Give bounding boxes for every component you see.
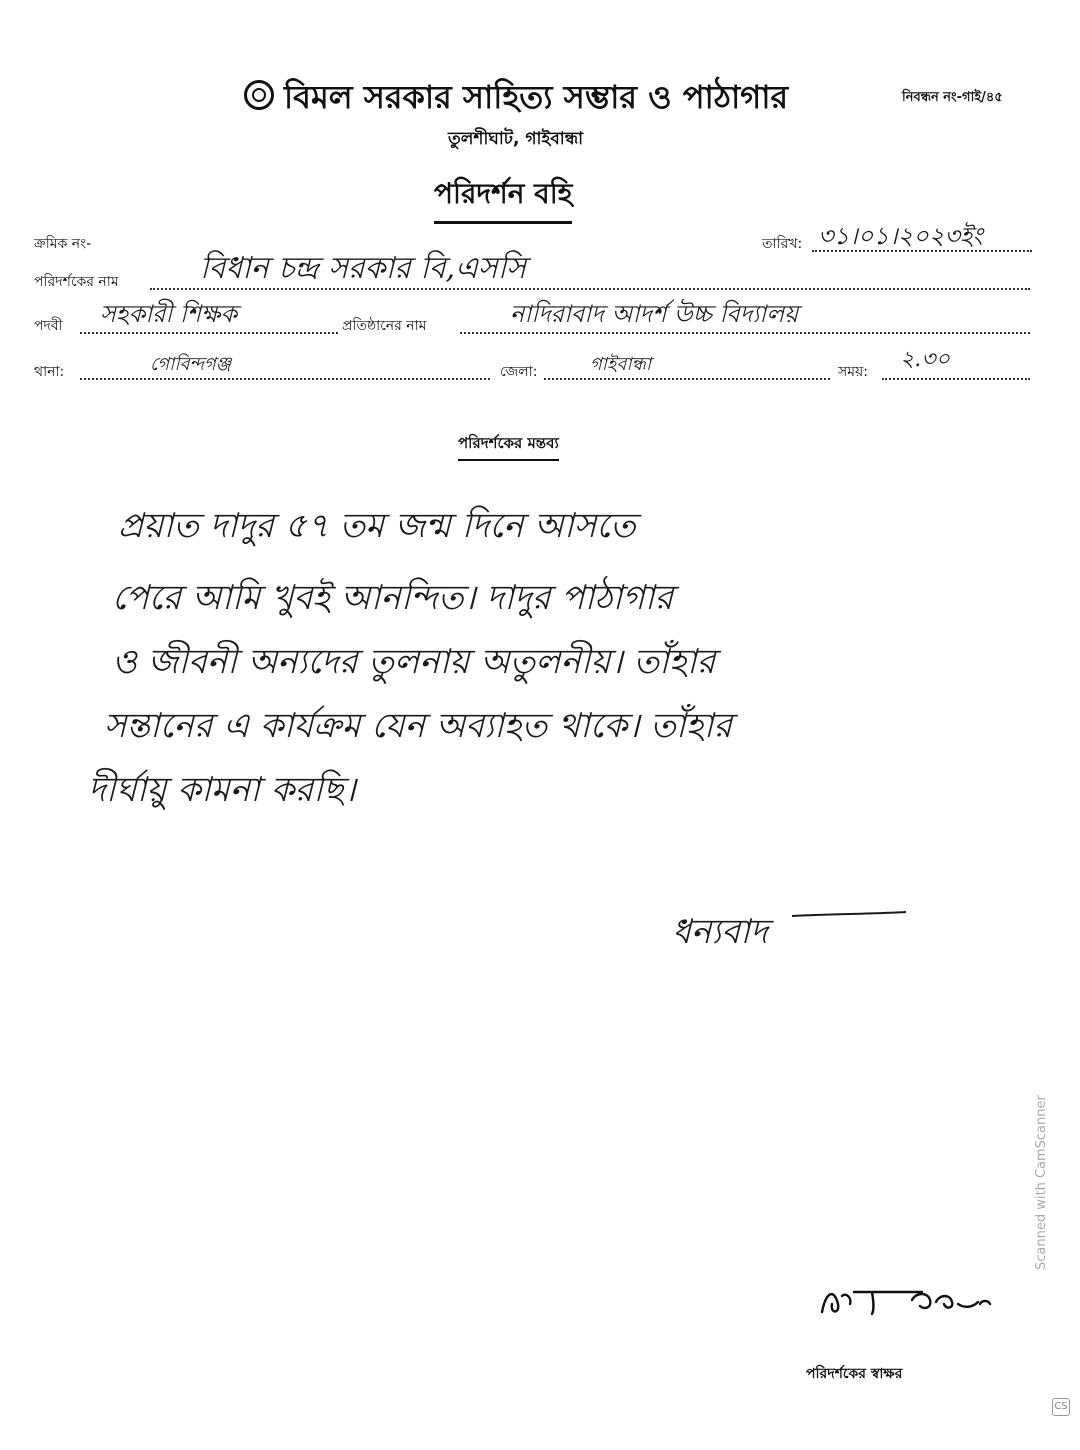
serial-label: ক্রমিক নং- bbox=[34, 236, 92, 252]
remark-line-4: সন্তানের এ কার্যক্রম যেন অব্যাহত থাকে। তাঁহার bbox=[104, 706, 733, 746]
closing-thanks: ধন্যবাদ bbox=[672, 912, 768, 952]
post-value: সহকারী শিক্ষক bbox=[100, 300, 238, 328]
library-logo-icon bbox=[244, 80, 274, 110]
institution-value: নাদিরাবাদ আদর্শ উচ্চ বিদ্যালয় bbox=[510, 300, 799, 328]
time-value: ২.৩০ bbox=[900, 347, 950, 372]
inspector-name-label: পরিদর্শকের নাম bbox=[34, 274, 119, 290]
scanner-watermark: Scanned with CamScanner bbox=[1034, 1095, 1049, 1270]
remark-line-5: দীর্ঘায়ু কামনা করছি। bbox=[88, 770, 356, 810]
time-label: সময়: bbox=[838, 364, 868, 380]
date-value: ৩১।০১।২০২৩ইং bbox=[818, 222, 983, 250]
book-title: পরিদর্শন বহি bbox=[434, 172, 572, 224]
remarks-heading: পরিদর্শকের মন্তব্য bbox=[458, 432, 559, 461]
inspector-name-value: বিধান চন্দ্র সরকার বি,এসসি bbox=[200, 251, 527, 286]
date-label: তারিখ: bbox=[762, 236, 803, 252]
signature-caption: পরিদর্শকের স্বাক্ষর bbox=[806, 1366, 903, 1382]
remark-line-2: পেরে আমি খুবই আনন্দিত। দাদুর পাঠাগার bbox=[112, 578, 674, 618]
organization-address: তুলশীঘাট, গাইবান্ধা bbox=[448, 129, 584, 149]
district-dotted-line bbox=[544, 378, 830, 380]
inspector-signature bbox=[812, 1274, 1002, 1324]
thana-dotted-line bbox=[80, 378, 490, 380]
thana-value: গোবিন্দগঞ্জ bbox=[150, 354, 232, 375]
post-label: পদবী bbox=[34, 318, 63, 334]
institution-label: প্রতিষ্ঠানের নাম bbox=[342, 318, 427, 334]
scanner-badge-icon: CS bbox=[1052, 1398, 1070, 1416]
remark-line-3: ও জীবনী অন্যদের তুলনায় অতুলনীয়। তাঁহার bbox=[112, 642, 716, 682]
registration-number: নিবন্ধন নং-গাই/৪৫ bbox=[902, 90, 1003, 105]
remark-line-1: প্রয়াত দাদুর ৫৭ তম জন্ম দিনে আসতে bbox=[118, 506, 636, 546]
district-value: গাইবান্ধা bbox=[590, 354, 652, 375]
thana-label: থানা: bbox=[34, 364, 65, 380]
closing-underline-stroke bbox=[790, 906, 910, 926]
district-label: জেলা: bbox=[500, 364, 538, 380]
organization-title: বিমল সরকার সাহিত্য সম্ভার ও পাঠাগার bbox=[284, 78, 789, 116]
